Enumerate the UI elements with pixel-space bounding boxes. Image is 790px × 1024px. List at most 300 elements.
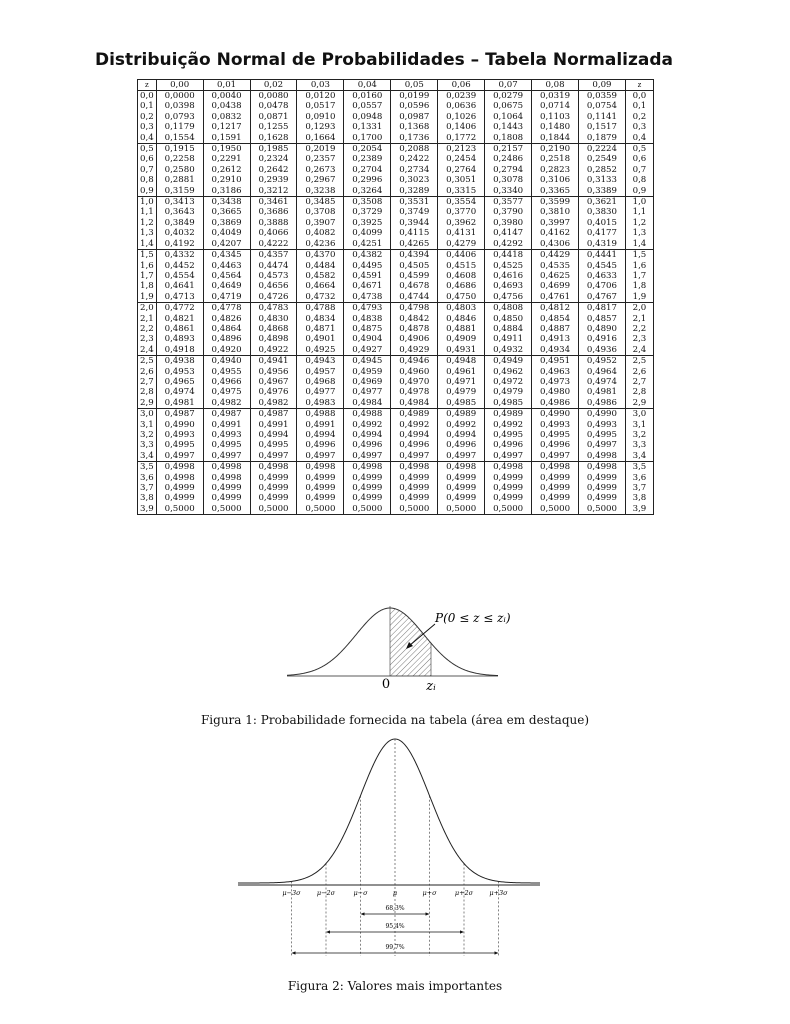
z-value-cell: 1,5 — [138, 250, 157, 261]
probability-cell: 0,1591 — [203, 133, 250, 144]
probability-cell: 0,3438 — [203, 197, 250, 208]
probability-cell: 0,2910 — [203, 175, 250, 185]
probability-cell: 0,4049 — [203, 228, 250, 238]
probability-cell: 0,2764 — [438, 165, 485, 175]
probability-cell: 0,3159 — [156, 186, 203, 197]
probability-cell: 0,2454 — [438, 154, 485, 164]
probability-cell: 0,4991 — [203, 420, 250, 430]
probability-cell: 0,4641 — [156, 281, 203, 291]
table-row — [138, 420, 654, 430]
table-row — [138, 91, 654, 102]
probability-cell: 0,1517 — [578, 122, 625, 132]
probability-cell: 0,4964 — [578, 367, 625, 377]
probability-cell: 0,0438 — [203, 101, 250, 111]
z-value-cell: 0,7 — [625, 165, 653, 175]
probability-cell: 0,2224 — [578, 144, 625, 155]
probability-cell: 0,1664 — [297, 133, 344, 144]
probability-cell: 0,5000 — [532, 504, 579, 515]
probability-cell: 0,4664 — [297, 281, 344, 291]
probability-cell: 0,3643 — [156, 207, 203, 217]
probability-cell: 0,4115 — [391, 228, 438, 238]
probability-cell: 0,4999 — [578, 483, 625, 493]
table-row — [138, 101, 654, 111]
probability-cell: 0,1772 — [438, 133, 485, 144]
table-row — [138, 186, 654, 197]
z-value-cell: 2,9 — [625, 398, 653, 409]
probability-cell: 0,2549 — [578, 154, 625, 164]
probability-cell: 0,4898 — [250, 334, 297, 344]
table-row — [138, 218, 654, 228]
probability-cell: 0,4909 — [438, 334, 485, 344]
probability-cell: 0,4429 — [532, 250, 579, 261]
zi-label: zᵢ — [426, 679, 436, 694]
table-row — [138, 473, 654, 483]
probability-cell: 0,4992 — [344, 420, 391, 430]
probability-cell: 0,4066 — [250, 228, 297, 238]
probability-cell: 0,4767 — [578, 292, 625, 303]
z-value-cell: 1,9 — [138, 292, 157, 303]
probability-cell: 0,4987 — [250, 409, 297, 420]
probability-cell: 0,4927 — [344, 345, 391, 356]
probability-cell: 0,1554 — [156, 133, 203, 144]
probability-cell: 0,4981 — [156, 398, 203, 409]
z-value-cell: 2,6 — [625, 367, 653, 377]
probability-cell: 0,4838 — [344, 314, 391, 324]
probability-cell: 0,4992 — [391, 420, 438, 430]
probability-cell: 0,4554 — [156, 271, 203, 281]
page-title: Distribuição Normal de Probabilidades – Tabela Normalizada — [94, 50, 674, 70]
table-row — [138, 409, 654, 420]
z-value-cell: 3,5 — [625, 462, 653, 473]
probability-cell: 0,2088 — [391, 144, 438, 155]
probability-cell: 0,4868 — [250, 324, 297, 334]
probability-cell: 0,4996 — [438, 440, 485, 450]
probability-cell: 0,4788 — [297, 303, 344, 314]
probability-cell: 0,1700 — [344, 133, 391, 144]
probability-cell: 0,3621 — [578, 197, 625, 208]
probability-cell: 0,4505 — [391, 261, 438, 271]
interval-percent-label: 99,7% — [385, 944, 405, 951]
z-value-cell: 3,4 — [138, 451, 157, 462]
probability-cell: 0,2324 — [250, 154, 297, 164]
probability-cell: 0,3133 — [578, 175, 625, 185]
figure-1-normal-curve — [285, 600, 511, 700]
probability-cell: 0,4177 — [578, 228, 625, 238]
probability-cell: 0,4996 — [297, 440, 344, 450]
probability-cell: 0,3365 — [532, 186, 579, 197]
probability-cell: 0,4015 — [578, 218, 625, 228]
table-row — [138, 440, 654, 450]
table-row — [138, 281, 654, 291]
probability-cell: 0,4778 — [203, 303, 250, 314]
probability-cell: 0,4932 — [485, 345, 532, 356]
arrow-head-icon — [495, 951, 499, 954]
probability-cell: 0,1217 — [203, 122, 250, 132]
probability-cell: 0,4989 — [438, 409, 485, 420]
probability-cell: 0,4999 — [156, 493, 203, 503]
probability-cell: 0,4998 — [297, 462, 344, 473]
z-value-cell: 3,1 — [138, 420, 157, 430]
table-row — [138, 175, 654, 185]
probability-cell: 0,4332 — [156, 250, 203, 261]
z-value-cell: 2,2 — [138, 324, 157, 334]
probability-cell: 0,4345 — [203, 250, 250, 261]
probability-cell: 0,1808 — [485, 133, 532, 144]
probability-cell: 0,2422 — [391, 154, 438, 164]
probability-cell: 0,4719 — [203, 292, 250, 303]
probability-cell: 0,4996 — [485, 440, 532, 450]
probability-cell: 0,4515 — [438, 261, 485, 271]
z-value-cell: 3,8 — [138, 493, 157, 503]
probability-cell: 0,4713 — [156, 292, 203, 303]
probability-cell: 0,4999 — [532, 473, 579, 483]
z-value-cell: 3,3 — [625, 440, 653, 450]
probability-cell: 0,4985 — [485, 398, 532, 409]
probability-cell: 0,4997 — [250, 451, 297, 462]
probability-cell: 0,4265 — [391, 239, 438, 250]
probability-cell: 0,4573 — [250, 271, 297, 281]
probability-cell: 0,4821 — [156, 314, 203, 324]
probability-cell: 0,4207 — [203, 239, 250, 250]
probability-cell: 0,4901 — [297, 334, 344, 344]
arrow-head-icon — [292, 951, 296, 954]
probability-cell: 0,4896 — [203, 334, 250, 344]
z-value-cell: 2,4 — [625, 345, 653, 356]
probability-cell: 0,4564 — [203, 271, 250, 281]
probability-cell: 0,4990 — [532, 409, 579, 420]
probability-cell: 0,1293 — [297, 122, 344, 132]
z-value-cell: 0,9 — [625, 186, 653, 197]
table-row — [138, 493, 654, 503]
probability-cell: 0,4678 — [391, 281, 438, 291]
probability-cell: 0,4998 — [438, 462, 485, 473]
probability-cell: 0,4995 — [250, 440, 297, 450]
z-value-cell: 1,8 — [625, 281, 653, 291]
z-value-cell: 0,9 — [138, 186, 157, 197]
probability-cell: 0,3810 — [532, 207, 579, 217]
probability-cell: 0,3749 — [391, 207, 438, 217]
probability-cell: 0,4992 — [438, 420, 485, 430]
probability-cell: 0,2157 — [485, 144, 532, 155]
probability-cell: 0,4997 — [297, 451, 344, 462]
probability-cell: 0,4993 — [156, 430, 203, 440]
probability-cell: 0,4951 — [532, 356, 579, 367]
probability-cell: 0,4222 — [250, 239, 297, 250]
probability-cell: 0,3907 — [297, 218, 344, 228]
probability-cell: 0,1141 — [578, 112, 625, 122]
probability-cell: 0,4738 — [344, 292, 391, 303]
probability-cell: 0,4904 — [344, 334, 391, 344]
probability-cell: 0,4985 — [438, 398, 485, 409]
probability-cell: 0,4857 — [578, 314, 625, 324]
z-value-cell: 3,6 — [138, 473, 157, 483]
z-value-cell: 0,1 — [138, 101, 157, 111]
probability-cell: 0,4306 — [532, 239, 579, 250]
z-value-cell: 1,0 — [625, 197, 653, 208]
probability-cell: 0,4744 — [391, 292, 438, 303]
probability-cell: 0,4973 — [532, 377, 579, 387]
probability-cell: 0,1179 — [156, 122, 203, 132]
probability-cell: 0,4875 — [344, 324, 391, 334]
probability-cell: 0,4968 — [297, 377, 344, 387]
probability-cell: 0,4525 — [485, 261, 532, 271]
normal-distribution-table — [137, 79, 654, 515]
probability-cell: 0,0714 — [532, 101, 579, 111]
sigma-tick-label: μ+2σ — [454, 889, 474, 897]
probability-cell: 0,4997 — [532, 451, 579, 462]
probability-cell: 0,4842 — [391, 314, 438, 324]
probability-cell: 0,0359 — [578, 91, 625, 102]
z-value-cell: 3,0 — [625, 409, 653, 420]
probability-cell: 0,4938 — [156, 356, 203, 367]
probability-cell: 0,0279 — [485, 91, 532, 102]
probability-cell: 0,4987 — [156, 409, 203, 420]
z-value-cell: 2,1 — [625, 314, 653, 324]
column-header: 0,04 — [344, 80, 391, 91]
probability-cell: 0,4991 — [250, 420, 297, 430]
column-header: 0,01 — [203, 80, 250, 91]
probability-cell: 0,4998 — [156, 473, 203, 483]
z-value-cell: 1,4 — [625, 239, 653, 250]
probability-cell: 0,3106 — [532, 175, 579, 185]
probability-cell: 0,4963 — [532, 367, 579, 377]
probability-cell: 0,4981 — [578, 387, 625, 397]
probability-cell: 0,1368 — [391, 122, 438, 132]
probability-cell: 0,4974 — [578, 377, 625, 387]
probability-cell: 0,4978 — [391, 387, 438, 397]
z-value-cell: 2,0 — [625, 303, 653, 314]
probability-cell: 0,4999 — [391, 483, 438, 493]
z-value-cell: 0,1 — [625, 101, 653, 111]
probability-cell: 0,0040 — [203, 91, 250, 102]
probability-cell: 0,5000 — [203, 504, 250, 515]
z-value-cell: 0,5 — [138, 144, 157, 155]
probability-cell: 0,4987 — [203, 409, 250, 420]
probability-cell: 0,4999 — [578, 493, 625, 503]
sigma-tick-label: μ−2σ — [316, 889, 336, 897]
probability-cell: 0,4993 — [203, 430, 250, 440]
table-row — [138, 334, 654, 344]
table-row — [138, 112, 654, 122]
table-row — [138, 345, 654, 356]
probability-cell: 0,4406 — [438, 250, 485, 261]
table-row — [138, 303, 654, 314]
probability-cell: 0,4957 — [297, 367, 344, 377]
z-value-cell: 3,8 — [625, 493, 653, 503]
probability-cell: 0,4999 — [438, 483, 485, 493]
probability-cell: 0,1736 — [391, 133, 438, 144]
probability-cell: 0,3849 — [156, 218, 203, 228]
probability-cell: 0,4996 — [344, 440, 391, 450]
probability-cell: 0,4977 — [297, 387, 344, 397]
column-header: 0,03 — [297, 80, 344, 91]
probability-cell: 0,4948 — [438, 356, 485, 367]
z-value-cell: 2,8 — [625, 387, 653, 397]
table-row — [138, 271, 654, 281]
z-value-cell: 3,6 — [625, 473, 653, 483]
probability-cell: 0,4994 — [438, 430, 485, 440]
probability-cell: 0,4616 — [485, 271, 532, 281]
probability-cell: 0,4999 — [250, 493, 297, 503]
probability-cell: 0,4941 — [250, 356, 297, 367]
probability-cell: 0,4995 — [203, 440, 250, 450]
probability-cell: 0,4582 — [297, 271, 344, 281]
probability-cell: 0,4998 — [532, 462, 579, 473]
sigma-tick-label: μ+3σ — [489, 889, 508, 897]
probability-cell: 0,2612 — [203, 165, 250, 175]
z-value-cell: 3,2 — [625, 430, 653, 440]
probability-cell: 0,5000 — [250, 504, 297, 515]
probability-cell: 0,3925 — [344, 218, 391, 228]
probability-cell: 0,4418 — [485, 250, 532, 261]
probability-cell: 0,4793 — [344, 303, 391, 314]
probability-cell: 0,0675 — [485, 101, 532, 111]
probability-cell: 0,4967 — [250, 377, 297, 387]
probability-cell: 0,4484 — [297, 261, 344, 271]
z-value-cell: 2,8 — [138, 387, 157, 397]
probability-cell: 0,4974 — [156, 387, 203, 397]
probability-cell: 0,4671 — [344, 281, 391, 291]
probability-cell: 0,0754 — [578, 101, 625, 111]
probability-cell: 0,4846 — [438, 314, 485, 324]
probability-cell: 0,4656 — [250, 281, 297, 291]
probability-cell: 0,2580 — [156, 165, 203, 175]
probability-cell: 0,2967 — [297, 175, 344, 185]
probability-cell: 0,4756 — [485, 292, 532, 303]
sigma-tick-label: μ+σ — [422, 889, 437, 897]
z-value-cell: 1,7 — [625, 271, 653, 281]
probability-cell: 0,4906 — [391, 334, 438, 344]
z-value-cell: 2,0 — [138, 303, 157, 314]
probability-cell: 0,4995 — [578, 430, 625, 440]
z-value-cell: 3,5 — [138, 462, 157, 473]
probability-cell: 0,3340 — [485, 186, 532, 197]
probability-cell: 0,4474 — [250, 261, 297, 271]
probability-cell: 0,0478 — [250, 101, 297, 111]
probability-cell: 0,3708 — [297, 207, 344, 217]
interval-percent-label: 95,4% — [385, 923, 405, 930]
probability-cell: 0,3790 — [485, 207, 532, 217]
probability-cell: 0,4357 — [250, 250, 297, 261]
probability-cell: 0,3389 — [578, 186, 625, 197]
probability-cell: 0,5000 — [485, 504, 532, 515]
probability-cell: 0,2939 — [250, 175, 297, 185]
probability-cell: 0,4999 — [297, 493, 344, 503]
probability-cell: 0,4830 — [250, 314, 297, 324]
probability-cell: 0,4699 — [532, 281, 579, 291]
table-row — [138, 504, 654, 515]
probability-cell: 0,3729 — [344, 207, 391, 217]
probability-cell: 0,4920 — [203, 345, 250, 356]
probability-cell: 0,2190 — [532, 144, 579, 155]
probability-cell: 0,4966 — [203, 377, 250, 387]
arrow-head-icon — [426, 912, 430, 915]
probability-cell: 0,0160 — [344, 91, 391, 102]
probability-cell: 0,2486 — [485, 154, 532, 164]
probability-cell: 0,4931 — [438, 345, 485, 356]
probability-cell: 0,4993 — [578, 420, 625, 430]
probability-cell: 0,4997 — [438, 451, 485, 462]
probability-cell: 0,4854 — [532, 314, 579, 324]
table-row — [138, 122, 654, 132]
z-value-cell: 1,3 — [138, 228, 157, 238]
z-value-cell: 3,9 — [625, 504, 653, 515]
probability-cell: 0,4956 — [250, 367, 297, 377]
probability-cell: 0,4999 — [203, 483, 250, 493]
probability-cell: 0,3461 — [250, 197, 297, 208]
probability-cell: 0,4463 — [203, 261, 250, 271]
probability-cell: 0,4999 — [578, 473, 625, 483]
probability-cell: 0,4969 — [344, 377, 391, 387]
probability-cell: 0,4991 — [297, 420, 344, 430]
probability-cell: 0,4236 — [297, 239, 344, 250]
z-value-cell: 0,5 — [625, 144, 653, 155]
probability-cell: 0,4750 — [438, 292, 485, 303]
column-header: 0,09 — [578, 80, 625, 91]
probability-cell: 0,4959 — [344, 367, 391, 377]
probability-cell: 0,1103 — [532, 112, 579, 122]
probability-cell: 0,4783 — [250, 303, 297, 314]
probability-cell: 0,0910 — [297, 112, 344, 122]
probability-cell: 0,4992 — [485, 420, 532, 430]
probability-cell: 0,4998 — [203, 462, 250, 473]
probability-cell: 0,3869 — [203, 218, 250, 228]
probability-cell: 0,4319 — [578, 239, 625, 250]
probability-cell: 0,0199 — [391, 91, 438, 102]
sigma-tick-label: μ — [392, 889, 398, 897]
probability-cell: 0,4999 — [250, 473, 297, 483]
z-value-cell: 1,4 — [138, 239, 157, 250]
probability-cell: 0,4989 — [391, 409, 438, 420]
probability-cell: 0,3051 — [438, 175, 485, 185]
probability-cell: 0,1406 — [438, 122, 485, 132]
probability-cell: 0,4878 — [391, 324, 438, 334]
probability-cell: 0,4864 — [203, 324, 250, 334]
probability-cell: 0,4976 — [250, 387, 297, 397]
probability-cell: 0,4997 — [578, 440, 625, 450]
z-value-cell: 2,4 — [138, 345, 157, 356]
probability-cell: 0,2389 — [344, 154, 391, 164]
probability-cell: 0,4394 — [391, 250, 438, 261]
probability-cell: 0,4953 — [156, 367, 203, 377]
probability-cell: 0,4998 — [250, 462, 297, 473]
probability-cell: 0,4990 — [156, 420, 203, 430]
probability-cell: 0,4961 — [438, 367, 485, 377]
probability-cell: 0,1985 — [250, 144, 297, 155]
probability-cell: 0,4452 — [156, 261, 203, 271]
probability-cell: 0,3212 — [250, 186, 297, 197]
probability-cell: 0,4999 — [391, 493, 438, 503]
probability-cell: 0,5000 — [344, 504, 391, 515]
probability-cell: 0,4995 — [532, 430, 579, 440]
z-value-cell: 1,9 — [625, 292, 653, 303]
probability-cell: 0,3531 — [391, 197, 438, 208]
z-value-cell: 2,7 — [625, 377, 653, 387]
table-row — [138, 377, 654, 387]
probability-cell: 0,3264 — [344, 186, 391, 197]
normal-curve — [238, 739, 540, 883]
probability-cell: 0,4962 — [485, 367, 532, 377]
probability-cell: 0,4982 — [250, 398, 297, 409]
z-value-cell: 2,5 — [138, 356, 157, 367]
table-row — [138, 207, 654, 217]
probability-cell: 0,4999 — [156, 483, 203, 493]
probability-cell: 0,4993 — [532, 420, 579, 430]
probability-cell: 0,3289 — [391, 186, 438, 197]
probability-cell: 0,4986 — [532, 398, 579, 409]
arrow-head-icon — [460, 930, 464, 933]
probability-cell: 0,1915 — [156, 144, 203, 155]
